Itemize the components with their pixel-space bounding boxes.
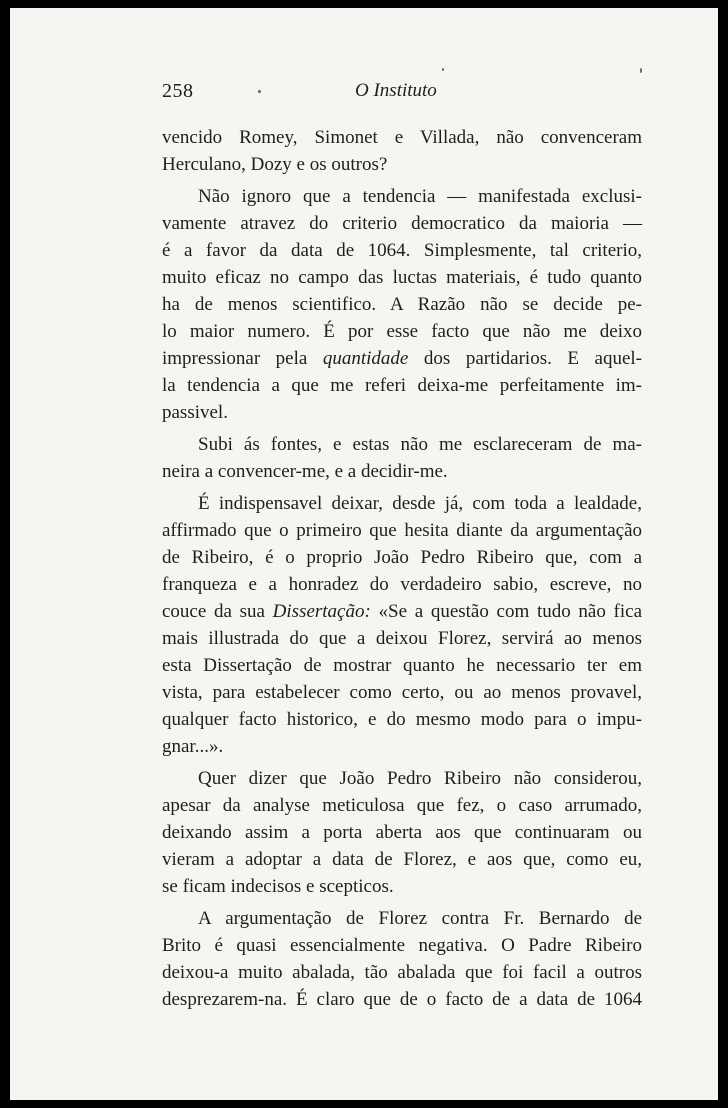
italic-word: Dissertação:	[272, 601, 371, 622]
text-line: franqueza e a honradez do verdadeiro sabio, escreve, no	[162, 574, 642, 595]
print-speck	[442, 68, 444, 71]
page-header	[162, 76, 662, 110]
text-line: Herculano, Dozy e os outros?	[162, 154, 388, 175]
text-line: neira a convencer-me, e a decidir-me.	[162, 461, 448, 482]
text-line: Quer dizer que João Pedro Ribeiro não considerou,	[198, 768, 642, 789]
page-number: 258	[162, 80, 194, 102]
text-line: deixou-a muito abalada, tão abalada que foi facil a outros	[162, 962, 642, 983]
text-line: esta Dissertação de mostrar quanto he necessario ter em	[162, 655, 642, 676]
book-page	[10, 8, 718, 1100]
italic-word: quantidade	[322, 348, 409, 369]
text-line: Subi ás fontes, e estas não me esclareceram de ma-	[198, 434, 642, 455]
text-line: É indispensavel deixar, desde já, com toda a lealdade,	[198, 493, 642, 514]
text-line: passivel.	[162, 402, 228, 423]
text-line: Não ignoro que a tendencia — manifestada exclusi-	[198, 186, 642, 207]
text-line: A argumentação de Florez contra Fr. Bernardo de	[198, 908, 642, 929]
text-fragment: «Se a questão com tudo não fica	[378, 601, 643, 622]
running-title: O Instituto	[355, 80, 437, 101]
text-line: la tendencia a que me referi deixa-me perfeitamente im-	[162, 375, 642, 396]
text-line: mais illustrada do que a deixou Florez, servirá ao menos	[162, 628, 642, 649]
text-line: é a favor da data de 1064. Simplesmente, tal criterio,	[162, 240, 642, 261]
text-line: de Ribeiro, é o proprio João Pedro Ribeiro que, com a	[162, 547, 642, 568]
text-fragment: dos partidarios. E aquel-	[423, 348, 643, 369]
text-line: desprezarem-na. É claro que de o facto de a data de 1064	[162, 989, 642, 1010]
text-line: muito eficaz no campo das luctas materiais, é tudo quanto	[162, 267, 642, 288]
text-line: vamente atravez do criterio democratico da maioria —	[162, 213, 642, 234]
print-speck	[640, 68, 642, 73]
text-line: ha de menos scientifico. A Razão não se decide pe-	[162, 294, 642, 315]
text-line: Brito é quasi essencialmente negativa. O Padre Ribeiro	[162, 935, 642, 956]
text-line: se ficam indecisos e scepticos.	[162, 876, 394, 897]
text-line	[162, 345, 642, 372]
text-line: apesar da analyse meticulosa que fez, o caso arrumado,	[162, 795, 642, 816]
text-line: qualquer facto historico, e do mesmo modo para o impu-	[162, 709, 642, 730]
text-line: gnar...».	[162, 736, 224, 757]
text-fragment: impressionar pela	[162, 348, 308, 369]
text-line: vencido Romey, Simonet e Villada, não convenceram	[162, 127, 642, 148]
body-text	[162, 124, 642, 1013]
text-line: vista, para estabelecer como certo, ou ao menos provavel,	[162, 682, 642, 703]
text-line: deixando assim a porta aberta aos que continuaram ou	[162, 822, 642, 843]
text-line: vieram a adoptar a data de Florez, e aos que, como eu,	[162, 849, 642, 870]
text-line: affirmado que o primeiro que hesita diante da argumentação	[162, 520, 642, 541]
text-line	[162, 598, 642, 625]
text-fragment: couce da sua	[162, 601, 265, 622]
text-line: lo maior numero. É por esse facto que não me deixo	[162, 321, 642, 342]
